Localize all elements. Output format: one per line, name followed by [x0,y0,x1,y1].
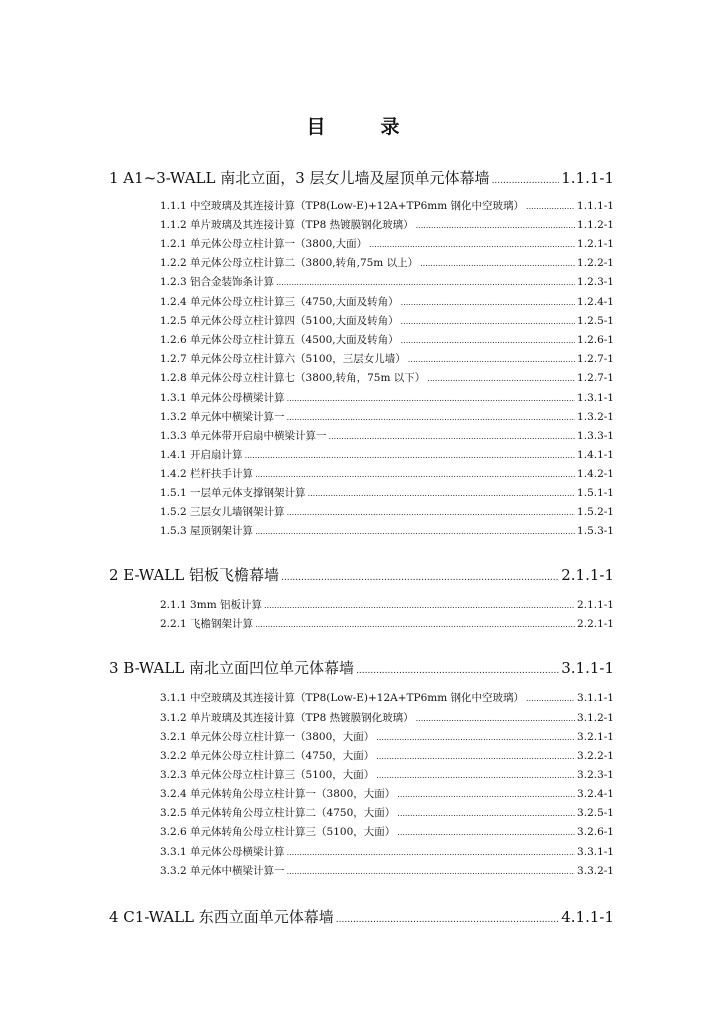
toc-entry-page: 1.2.2-1 [577,257,614,269]
toc-entry-label: 3.1.2 单片玻璃及其连接计算（TP8 热镀膜钢化玻璃） [160,712,414,724]
toc-entry-label: 1.5.3 屋顶钢架计算 [160,525,254,537]
leader-dots [420,259,575,268]
toc-entry-page: 1.3.3-1 [577,430,614,442]
toc-entry-label: 1.2.5 单元体公母立柱计算四（5100,大面及转角） [160,315,399,327]
toc-entry[interactable] [160,428,614,442]
toc-entry-page: 1.2.7-1 [577,353,614,365]
toc-entry-page: 1.2.4-1 [577,296,614,308]
toc-entry-page: 3.2.4-1 [577,788,614,800]
toc-entry-page: 3.2.5-1 [577,807,614,819]
toc-entry[interactable] [160,390,614,404]
toc-entry-page: 1.4.2-1 [577,468,614,480]
toc-entry[interactable] [160,294,614,308]
toc-entry-page: 2.1.1-1 [577,599,614,611]
leader-dots [264,601,575,610]
toc-heading-page: 3.1.1-1 [561,659,614,677]
toc-entry-label: 2.2.1 飞檐钢架计算 [160,618,254,630]
toc-entry-label: 1.1.2 单片玻璃及其连接计算（TP8 热镀膜钢化玻璃） [160,219,414,231]
leader-dots [376,733,575,742]
toc-entry[interactable] [160,447,614,461]
toc-entry-label: 1.3.3 单元体带开启扇中横梁计算一 [160,430,327,442]
toc-entry-page: 1.1.2-1 [577,219,614,231]
toc-entry-page: 1.5.2-1 [577,506,614,518]
toc-entry[interactable] [160,466,614,480]
toc-entry-page: 3.3.2-1 [577,865,614,877]
toc-entry-page: 1.2.7-1 [577,372,614,384]
toc-entry[interactable] [160,748,614,762]
toc-entry-label: 3.1.1 中空玻璃及其连接计算（TP8(Low-E)+12A+TP6mm 钢化中空玻璃） [160,692,525,704]
toc-entry-label: 1.3.1 单元体公母横梁计算 [160,392,285,404]
toc-entry[interactable] [160,255,614,269]
leader-dots [526,202,575,211]
leader-dots [287,394,575,403]
toc-entry-label: 1.2.6 单元体公母立柱计算五（4500,大面及转角） [160,334,399,346]
toc-heading-label: 2 E-WALL 铝板飞檐幕墙 [109,566,279,584]
toc-entry[interactable] [160,198,614,212]
leader-dots [281,573,559,583]
toc-entry-label: 3.2.3 单元体公母立柱计算三（5100，大面） [160,769,375,781]
toc-entry[interactable] [160,351,614,365]
toc-entry-label: 3.2.5 单元体转角公母立柱计算二（4750，大面） [160,807,396,819]
toc-entry-label: 1.5.1 一层单元体支撑钢架计算 [160,487,306,499]
toc-entry-page: 3.1.2-1 [577,712,614,724]
leader-dots [287,413,575,422]
toc-entry-label: 1.2.1 单元体公母立柱计算一（3800,大面） [160,238,368,250]
toc-entry[interactable] [160,274,614,288]
leader-dots [287,848,575,857]
leader-dots [255,527,575,536]
leader-dots [401,298,575,307]
toc-entry[interactable] [160,616,614,630]
leader-dots [416,221,575,230]
toc-heading-label: 4 C1-WALL 东西立面单元体幕墙 [109,908,334,926]
leader-dots [526,694,575,703]
leader-dots [427,374,575,383]
toc-entry-label: 3.2.2 单元体公母立柱计算二（4750，大面） [160,750,375,762]
leader-dots [308,489,575,498]
toc-entry-page: 1.5.1-1 [577,487,614,499]
toc-entry[interactable] [160,824,614,838]
toc-entry[interactable] [160,786,614,800]
toc-entry-label: 2.1.1 3mm 铝板计算 [160,599,262,611]
toc-entry-label: 1.2.3 铝合金装饰条计算 [160,276,275,288]
toc-entry[interactable] [160,409,614,423]
toc-entry-label: 1.2.2 单元体公母立柱计算二（3800,转角,75m 以上） [160,257,419,269]
toc-entry-page: 1.3.1-1 [577,392,614,404]
toc-entry-page: 3.2.6-1 [577,826,614,838]
toc-heading-label: 3 B-WALL 南北立面凹位单元体幕墙 [109,659,355,677]
toc-entry-label: 3.3.2 单元体中横梁计算一 [160,865,285,877]
toc-entry[interactable] [160,597,614,611]
leader-dots [255,470,575,479]
toc-entry-page: 3.1.1-1 [577,692,614,704]
toc-entry[interactable] [160,844,614,858]
toc-entry-label: 3.3.1 单元体公母横梁计算 [160,846,285,858]
leader-dots [255,620,575,629]
toc-entry-page: 3.2.2-1 [577,750,614,762]
toc-heading-2[interactable] [109,564,614,584]
leader-dots [408,355,575,364]
toc-entry-label: 1.3.2 单元体中横梁计算一 [160,411,285,423]
leader-dots [397,809,575,818]
toc-heading-page: 1.1.1-1 [561,169,614,187]
leader-dots [401,317,575,326]
leader-dots [287,867,575,876]
leader-dots [397,790,575,799]
toc-entry-page: 2.2.1-1 [577,618,614,630]
toc-entry-page: 3.2.1-1 [577,731,614,743]
leader-dots [287,508,575,517]
toc-entry[interactable] [160,523,614,537]
leader-dots [336,915,559,925]
toc-entry-page: 1.5.3-1 [577,525,614,537]
toc-entry[interactable] [160,332,614,346]
toc-entry-page: 1.3.2-1 [577,411,614,423]
leader-dots [356,666,559,676]
toc-entry-label: 1.1.1 中空玻璃及其连接计算（TP8(Low-E)+12A+TP6mm 钢化中空玻璃） [160,200,525,212]
toc-entry[interactable] [160,767,614,781]
leader-dots [376,771,575,780]
toc-entry[interactable] [160,217,614,231]
toc-heading-1[interactable] [109,167,614,187]
toc-entry[interactable] [160,236,614,250]
leader-dots [492,176,560,186]
toc-entry[interactable] [160,313,614,327]
leader-dots [329,432,575,441]
toc-heading-label: 1 A1~3-WALL 南北立面，3 层女儿墙及屋顶单元体幕墙 [109,169,490,187]
toc-entry-page: 3.3.1-1 [577,846,614,858]
toc-entry-label: 3.2.1 单元体公母立柱计算一（3800，大面） [160,731,375,743]
leader-dots [369,240,575,249]
toc-entry[interactable] [160,863,614,877]
toc-entry[interactable] [160,805,614,819]
toc-entry-page: 1.2.6-1 [577,334,614,346]
toc-entry[interactable] [160,370,614,384]
toc-entry-label: 1.2.7 单元体公母立柱计算六（5100，三层女儿墙） [160,353,406,365]
toc-entry-label: 3.2.6 单元体转角公母立柱计算三（5100，大面） [160,826,396,838]
leader-dots [401,336,575,345]
toc-entry[interactable] [160,710,614,724]
leader-dots [276,278,575,287]
toc-entry-page: 1.4.1-1 [577,449,614,461]
toc-heading-4[interactable] [109,906,614,926]
toc-entry-page: 1.2.5-1 [577,315,614,327]
toc-entry[interactable] [160,485,614,499]
toc-heading-page: 2.1.1-1 [561,566,614,584]
toc-entry-label: 1.4.1 开启扇计算 [160,449,243,461]
toc-entry[interactable] [160,690,614,704]
toc-entry-label: 1.4.2 栏杆扶手计算 [160,468,254,480]
toc-entry-page: 3.2.3-1 [577,769,614,781]
toc-entry[interactable] [160,729,614,743]
toc-entry-page: 1.2.1-1 [577,238,614,250]
leader-dots [376,752,575,761]
toc-entry-label: 1.5.2 三层女儿墙钢架计算 [160,506,285,518]
page-title: 目 录 [306,116,418,138]
toc-entry-label: 1.2.8 单元体公母立柱计算七（3800,转角，75m 以下） [160,372,426,384]
toc-heading-page: 4.1.1-1 [561,908,614,926]
leader-dots [397,828,575,837]
toc-entry-label: 1.2.4 单元体公母立柱计算三（4750,大面及转角） [160,296,399,308]
toc-entry-page: 1.2.3-1 [577,276,614,288]
leader-dots [245,451,575,460]
toc-entry-page: 1.1.1-1 [577,200,614,212]
toc-entry-label: 3.2.4 单元体转角公母立柱计算一（3800，大面） [160,788,396,800]
leader-dots [416,714,575,723]
toc-heading-3[interactable] [109,657,614,677]
toc-entry[interactable] [160,504,614,518]
